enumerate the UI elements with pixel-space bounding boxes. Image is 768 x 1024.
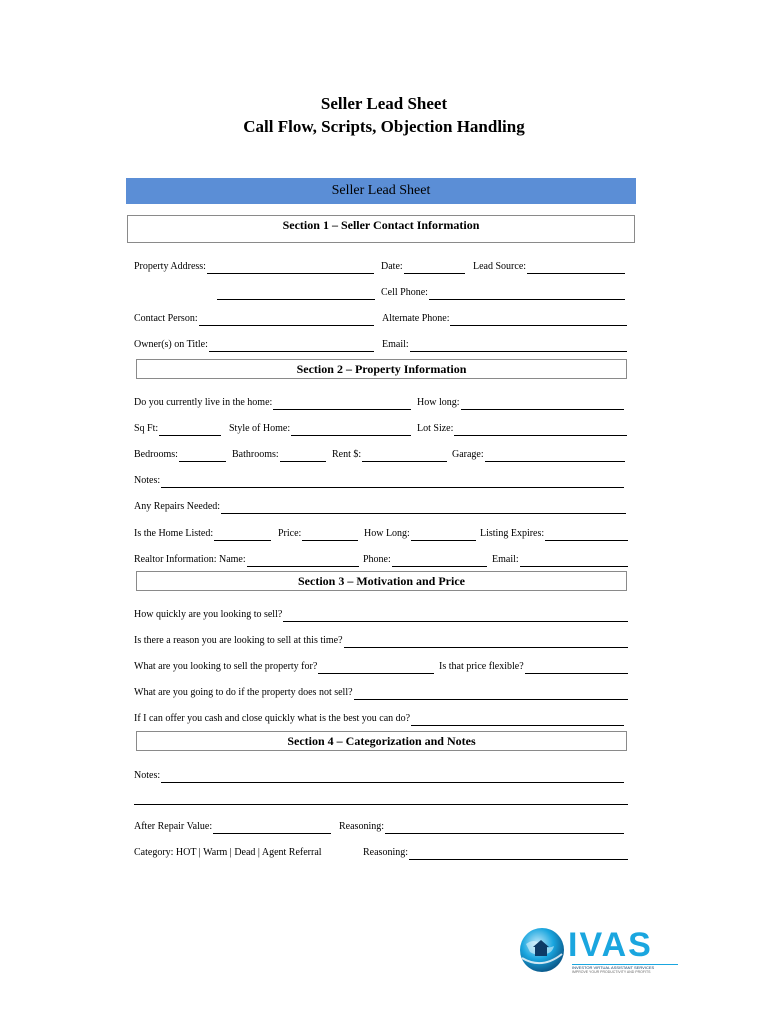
- logo-subtagline: IMPROVE YOUR PRODUCTIVITY AND PROFITS: [572, 970, 651, 974]
- sq-ft-label: Sq Ft:: [134, 423, 159, 434]
- property-address-label: Property Address:: [134, 261, 206, 272]
- style-of-home-label: Style of Home:: [229, 423, 291, 434]
- sq-ft-field[interactable]: [134, 420, 221, 436]
- notes-2-label: Notes:: [134, 770, 161, 781]
- row-reason: [134, 632, 628, 648]
- bathrooms-field[interactable]: [232, 446, 326, 462]
- row-how-quickly: [134, 606, 628, 622]
- reason-field[interactable]: [134, 632, 628, 648]
- bedrooms-field[interactable]: [134, 446, 226, 462]
- row-not-sell: [134, 684, 628, 700]
- arv-field[interactable]: [134, 818, 331, 834]
- form-banner: Seller Lead Sheet: [126, 178, 636, 204]
- how-long-field[interactable]: [417, 394, 624, 410]
- notes-label: Notes:: [134, 475, 161, 486]
- section-1-header: Section 1 – Seller Contact Information: [127, 215, 635, 243]
- lot-size-label: Lot Size:: [417, 423, 454, 434]
- reasoning-2-label: Reasoning:: [363, 847, 408, 858]
- ivas-logo: [518, 924, 678, 978]
- price-flexible-label: Is that price flexible?: [439, 661, 524, 672]
- how-quickly-field[interactable]: [134, 606, 628, 622]
- price-field[interactable]: [278, 525, 358, 541]
- live-in-home-label: Do you currently live in the home:: [134, 397, 273, 408]
- section-2-header: Section 2 – Property Information: [136, 359, 627, 379]
- arv-label: After Repair Value:: [134, 821, 213, 832]
- reasoning-label: Reasoning:: [339, 821, 384, 832]
- bathrooms-label: Bathrooms:: [232, 449, 279, 460]
- row-contact-person: [134, 310, 628, 326]
- row-repairs: [134, 498, 626, 514]
- listing-expires-field[interactable]: [480, 525, 628, 541]
- email-label: Email:: [382, 339, 409, 350]
- row-live-in-home: [134, 394, 624, 410]
- date-label: Date:: [381, 261, 403, 272]
- how-long-label: How long:: [417, 397, 460, 408]
- rent-field[interactable]: [332, 446, 447, 462]
- owners-on-title-field[interactable]: [134, 336, 374, 352]
- alternate-phone-label: Alternate Phone:: [382, 313, 450, 324]
- cash-offer-field[interactable]: [134, 710, 624, 726]
- row-arv: [134, 818, 624, 834]
- rent-label: Rent $:: [332, 449, 362, 460]
- category-options[interactable]: [134, 844, 356, 860]
- row-notes-2: [134, 767, 624, 783]
- style-of-home-field[interactable]: [229, 420, 411, 436]
- realtor-email-label: Email:: [492, 554, 519, 565]
- row-cell-phone: [134, 284, 626, 300]
- realtor-phone-field[interactable]: [363, 551, 487, 567]
- home-listed-label: Is the Home Listed:: [134, 528, 214, 539]
- row-realtor: [134, 551, 628, 567]
- address-line-2[interactable]: [217, 299, 375, 300]
- not-sell-field[interactable]: [134, 684, 628, 700]
- document-subtitle: Call Flow, Scripts, Objection Handling: [243, 117, 525, 136]
- price-label: Price:: [278, 528, 302, 539]
- price-flexible-field[interactable]: [439, 658, 628, 674]
- listing-expires-label: Listing Expires:: [480, 528, 545, 539]
- realtor-phone-label: Phone:: [363, 554, 391, 565]
- property-address-field[interactable]: [134, 258, 374, 274]
- row-bedrooms: [134, 446, 626, 462]
- row-notes: [134, 472, 624, 488]
- row-sell-for: [134, 658, 628, 674]
- document-title: Seller Lead Sheet: [320, 94, 448, 113]
- logo-tagline: INVESTOR VIRTUAL ASSISTANT SERVICES: [572, 964, 678, 970]
- date-field[interactable]: [381, 258, 465, 274]
- cell-phone-field[interactable]: [381, 284, 625, 300]
- garage-label: Garage:: [452, 449, 484, 460]
- realtor-name-field[interactable]: [134, 551, 359, 567]
- category-label: Category: HOT | Warm | Dead | Agent Referral: [134, 847, 322, 858]
- listing-how-long-field[interactable]: [364, 525, 476, 541]
- row-owners: [134, 336, 628, 352]
- sell-for-field[interactable]: [134, 658, 434, 674]
- logo-wordmark: IVAS: [568, 926, 653, 964]
- lot-size-field[interactable]: [417, 420, 627, 436]
- email-field[interactable]: [382, 336, 627, 352]
- section-4-header: Section 4 – Categorization and Notes: [136, 731, 627, 751]
- row-category: [134, 844, 628, 860]
- contact-person-field[interactable]: [134, 310, 374, 326]
- row-listed: [134, 525, 628, 541]
- reason-label: Is there a reason you are looking to sell at this time?: [134, 635, 343, 646]
- repairs-field[interactable]: [134, 498, 626, 514]
- row-cash-offer: [134, 710, 624, 726]
- listing-how-long-label: How Long:: [364, 528, 410, 539]
- reasoning-field[interactable]: [339, 818, 624, 834]
- cash-offer-label: If I can offer you cash and close quickly what is the best you can do?: [134, 713, 411, 724]
- realtor-name-label: Realtor Information: Name:: [134, 554, 246, 565]
- home-listed-field[interactable]: [134, 525, 271, 541]
- live-in-home-field[interactable]: [134, 394, 411, 410]
- bedrooms-label: Bedrooms:: [134, 449, 178, 460]
- repairs-label: Any Repairs Needed:: [134, 501, 221, 512]
- section-3-header: Section 3 – Motivation and Price: [136, 571, 627, 591]
- lead-source-label: Lead Source:: [473, 261, 527, 272]
- lead-source-field[interactable]: [473, 258, 625, 274]
- owners-on-title-label: Owner(s) on Title:: [134, 339, 208, 350]
- row-sqft: [134, 420, 628, 436]
- notes-2-field[interactable]: [134, 767, 624, 783]
- cell-phone-label: Cell Phone:: [381, 287, 428, 298]
- not-sell-label: What are you going to do if the property does not sell?: [134, 687, 353, 698]
- notes-field[interactable]: [134, 472, 624, 488]
- notes-blank-line[interactable]: [134, 804, 628, 805]
- how-quickly-label: How quickly are you looking to sell?: [134, 609, 283, 620]
- alternate-phone-field[interactable]: [382, 310, 627, 326]
- reasoning-2-field[interactable]: [363, 844, 628, 860]
- realtor-email-field[interactable]: [492, 551, 628, 567]
- contact-person-label: Contact Person:: [134, 313, 198, 324]
- sell-for-label: What are you looking to sell the property for?: [134, 661, 318, 672]
- garage-field[interactable]: [452, 446, 625, 462]
- row-property-address: [134, 258, 626, 274]
